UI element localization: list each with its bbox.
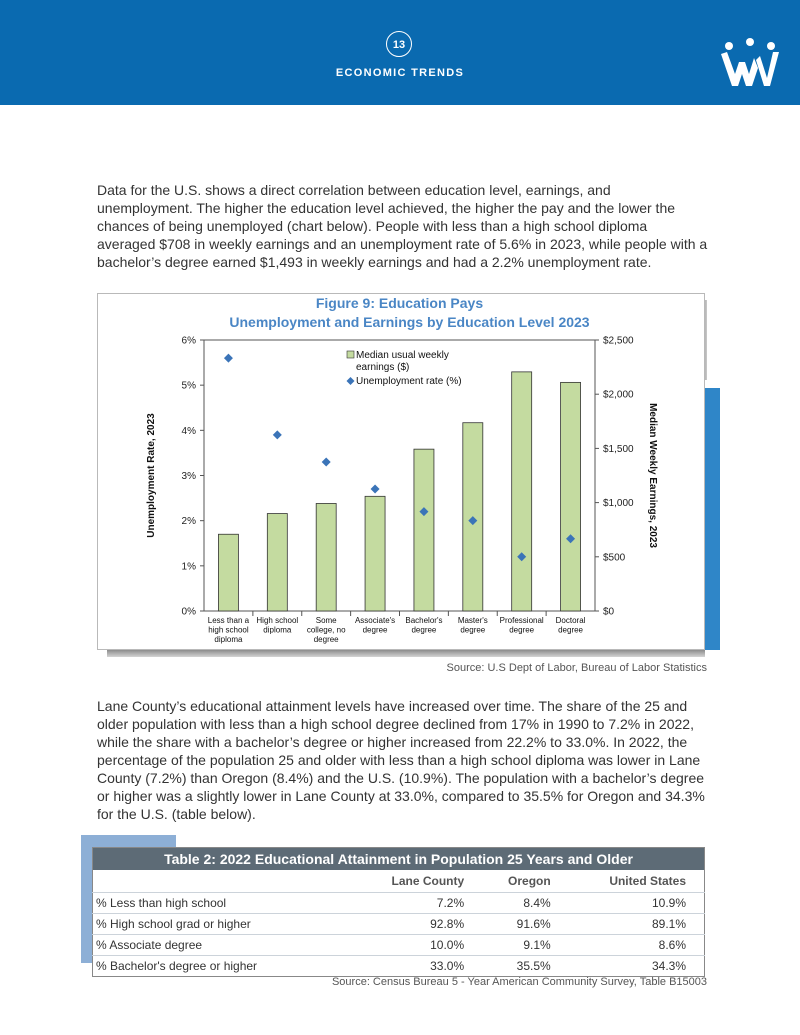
x-tick-label: degree [411, 625, 437, 635]
education-pays-chart [97, 293, 705, 650]
y2-tick-label: $0 [603, 606, 615, 618]
page-header [0, 0, 800, 105]
attainment-table-wrapper [92, 847, 705, 977]
y2-tick-label: $500 [603, 552, 626, 564]
chart-source: Source: U.S Dept of Labor, Bureau of Labor Statistics [446, 662, 707, 674]
table-cell: 10.0% [353, 935, 482, 956]
unemployment-point [371, 485, 380, 494]
attainment-table [92, 847, 705, 977]
legend-diamond-swatch [347, 377, 355, 385]
earnings-bar [316, 503, 336, 611]
section-title: ECONOMIC TRENDS [335, 67, 465, 79]
x-tick-label: Doctoral [555, 616, 586, 625]
earnings-bar [512, 372, 532, 611]
table-row [93, 935, 705, 956]
x-tick-label: degree [313, 635, 339, 644]
x-tick-label: Professional [499, 616, 544, 625]
people-logo-icon [718, 38, 782, 88]
table-cell: 33.0% [353, 956, 482, 977]
chart-subtitle: Unemployment and Earnings by Education Level 2023 [229, 314, 590, 330]
y2-tick-label: $2,000 [603, 389, 634, 401]
legend-label: Unemployment rate (%) [356, 376, 462, 387]
chart-canvas [98, 294, 704, 649]
decorative-blue-bar [705, 388, 720, 650]
table-row [93, 914, 705, 935]
page-number: 13 [386, 31, 412, 57]
row-label: % Associate degree [93, 935, 353, 956]
x-tick-label: Less than a [207, 616, 250, 625]
column-header: United States [609, 874, 686, 888]
table-header-row [93, 870, 705, 893]
y-tick-label: 3% [181, 471, 196, 482]
earnings-bar [414, 449, 434, 611]
y2-tick-label: $1,500 [603, 443, 634, 455]
y-tick-label: 4% [181, 425, 196, 437]
unemployment-point [273, 430, 282, 439]
x-tick-label: degree [460, 625, 486, 635]
second-paragraph: Lane County’s educational attainment levels have increased over time. The share of the 25 and older population with less than a high school degree declined from 17% in 1990 to 7.2% in 2022, while the share with a bachelor’s degree or higher increased from 22.2% to 33.0%. In 2022, the percentage of the population 25 and older with less than a high school diploma was lower in Lane County (7.2%) than Oregon (8.4%) and the U.S. (10.9%). The population with a bachelor’s degree or higher was a slightly lower in Lane County at 33.0%, compared to 35.5% for Oregon and 34.3% for the U.S. (table below). [97, 698, 705, 822]
column-header [93, 870, 353, 893]
x-tick-label: Associate's [354, 616, 396, 625]
table-source: Source: Census Bureau 5 - Year American Community Survey, Table B15003 [331, 976, 707, 988]
table-cell: 8.6% [569, 935, 705, 956]
y-axis-title: Unemployment Rate, 2023 [146, 413, 157, 538]
table-cell: 9.1% [482, 935, 569, 956]
table-cell: 8.4% [482, 893, 569, 914]
table-cell: 10.9% [569, 893, 705, 914]
table-cell: 34.3% [569, 956, 705, 977]
y-tick-label: 6% [181, 335, 196, 347]
legend-bar-swatch [347, 351, 354, 358]
y2-axis-title: Median Weekly Earnings, 2023 [647, 403, 658, 548]
y-tick-label: 1% [181, 561, 196, 573]
x-tick-label: degree [362, 625, 388, 635]
row-label: % High school grad or higher [93, 914, 353, 935]
y-tick-label: 5% [181, 380, 196, 392]
x-tick-label: college, no [306, 625, 346, 635]
x-tick-label: Bachelor's [405, 616, 443, 625]
x-tick-label: degree [509, 625, 535, 635]
x-tick-label: high school [208, 625, 249, 635]
y2-tick-label: $2,500 [603, 335, 634, 347]
x-tick-label: Some [315, 616, 337, 625]
y-tick-label: 2% [181, 516, 196, 528]
y2-tick-label: $1,000 [603, 498, 634, 510]
earnings-bar [218, 534, 238, 611]
x-tick-label: diploma [214, 635, 243, 644]
table-cell: 89.1% [569, 914, 705, 935]
row-label: % Bachelor's degree or higher [93, 956, 353, 977]
chart-title: Figure 9: Education Pays [315, 295, 484, 311]
x-tick-label: diploma [263, 625, 292, 635]
x-tick-label: High school [256, 616, 299, 625]
earnings-bar [267, 514, 287, 611]
x-tick-label: degree [558, 625, 584, 635]
table-title: Table 2: 2022 Educational Attainment in Population 25 Years and Older [93, 848, 705, 871]
y-tick-label: 0% [181, 606, 196, 618]
table-cell: 91.6% [482, 914, 569, 935]
row-label: % Less than high school [93, 893, 353, 914]
table-cell: 35.5% [482, 956, 569, 977]
table-cell: 92.8% [353, 914, 482, 935]
earnings-bar [561, 382, 581, 611]
table-row [93, 893, 705, 914]
intro-paragraph: Data for the U.S. shows a direct correlation between education level, earnings, and unemployment. The higher the education level achieved, the higher the pay and the lower the chances of being unemployed (chart below). People with less than a high school diploma averaged $708 in weekly earnings and an unemployment rate of 5.6% in 2023, while people with a bachelor’s degree earned $1,493 in weekly earnings and had a 2.2% unemployment rate. [97, 182, 708, 270]
column-header: Oregon [508, 874, 551, 888]
x-tick-label: Master's [457, 616, 488, 625]
earnings-bar [365, 496, 385, 611]
decorative-shadow [107, 650, 705, 657]
table-cell: 7.2% [353, 893, 482, 914]
legend-label: earnings ($) [356, 362, 410, 373]
unemployment-point [322, 457, 331, 466]
table-row [93, 956, 705, 977]
unemployment-point [224, 354, 233, 363]
column-header: Lane County [391, 874, 465, 888]
legend-label: Median usual weekly [356, 350, 449, 361]
